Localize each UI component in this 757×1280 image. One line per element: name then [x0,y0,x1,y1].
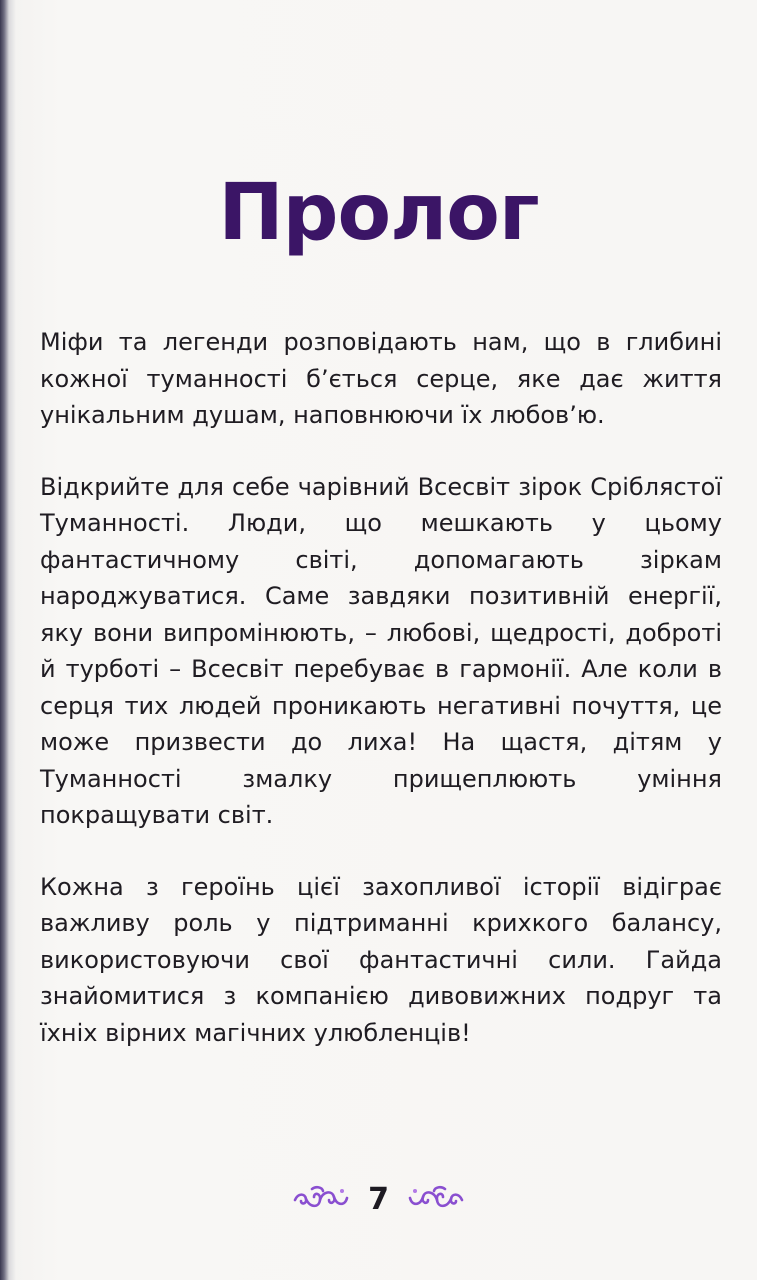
swirl-ornament-icon [292,1184,350,1214]
paragraph-2: Відкрийте для себе чарівний Всесвіт зірок Сріблястої Туманності. Люди, що мешкають у цьому фантастичному світі, допомагають зіркам народжуватися. Саме завдяки позитивній енергії, яку вони випромінюють, – любові, щедрості, доброті й турботі – Всесвіт перебуває в гармонії. Але коли в серця тих людей проникають негативні почуття, це може призвести до лиха! На щастя, дітям у Туманності змалку прищеплюють уміння покращувати світ. [40,472,722,829]
page-number: 7 [368,1181,389,1217]
chapter-body [40,324,722,1086]
paragraph-3: Кожна з героїнь цієї захопливої історії відіграє важливу роль у підтриманні крихкого балансу, використовуючи свої фантастичні сили. Гайда знайомитися з компанією дивовижних подруг та їхніх вірних магічних улюбленців! [40,872,722,1047]
paragraph-1: Міфи та легенди розповідають нам, що в глибині кожної туманності б’ється серце, яке дає життя унікальним душам, наповнюючи їх любов’ю. [40,328,722,429]
page-footer [0,1177,757,1221]
chapter-title: Пролог [218,168,539,258]
swirl-ornament-icon [407,1184,465,1214]
